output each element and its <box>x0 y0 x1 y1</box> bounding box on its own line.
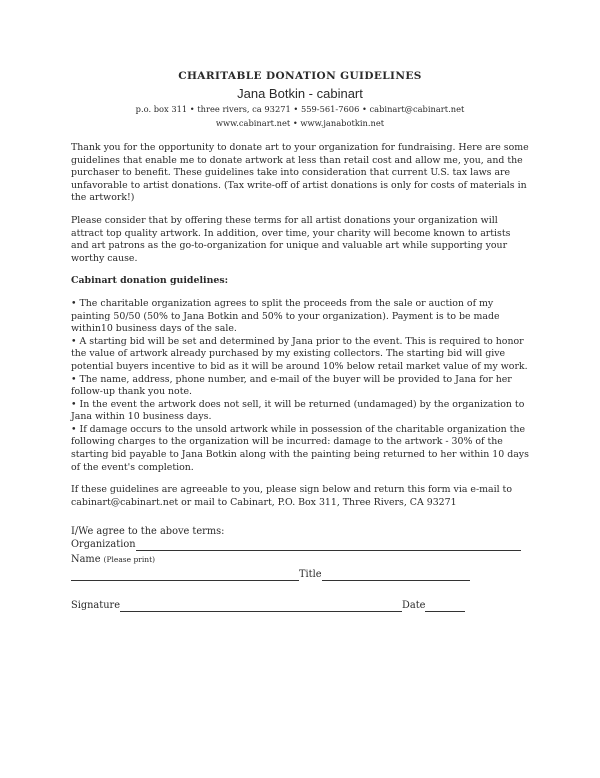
date-label: Date <box>402 600 426 612</box>
guideline-item: • A starting bid will be set and determined by Jana prior to the event. This is required to honor the value of artwork already purchased by my existing collectors. The starting bid will give potential buyers incentive to bid as it will be around 10% below retail market value of my work. <box>71 335 528 372</box>
contact-websites-line: www.cabinart.net • www.janabotkin.net <box>215 118 385 128</box>
signature-row <box>71 599 531 612</box>
name-title-row <box>71 568 531 581</box>
date-field[interactable] <box>425 600 465 612</box>
document-title: CHARITABLE DONATION GUIDELINES <box>178 70 422 82</box>
guideline-item: • The name, address, phone number, and e-mail of the buyer will be provided to Jana for her follow-up thank you note. <box>71 373 512 398</box>
title-label: Title <box>299 569 322 581</box>
guidelines-list <box>71 298 531 474</box>
guideline-item: • The charitable organization agrees to split the proceeds from the sale or auction of my painting 50/50 (50% to Jana Botkin and 50% to your organization). Payment is to be made within10 business days of the sale. <box>71 297 500 335</box>
letterhead <box>0 70 600 129</box>
guideline-item: • In the event the artwork does not sell, it will be returned (undamaged) by the organization to Jana within 10 business days. <box>71 398 525 423</box>
organization-label: Organization <box>71 539 136 551</box>
contact-address-line: p.o. box 311 • three rivers, ca 93271 • 559-561-7606 • cabinart@cabinart.net <box>135 104 465 114</box>
name-label-row <box>71 553 531 566</box>
name-hint: (Please print) <box>103 555 156 565</box>
name-label: Name <box>71 554 101 566</box>
guideline-item: • If damage occurs to the unsold artwork while in possession of the charitable organization the following charges to the organization will be incurred: damage to the artwork - 30% of the starting bid payable to Jana Botkin along with the painting being returned to her within 10 days of the event's completion. <box>71 423 529 473</box>
signature-field[interactable] <box>120 600 402 612</box>
intro-paragraph-2: Please consider that by offering these terms for all artist donations your organization will attract top quality artwork. In addition, over time, your charity will become known to artists and art patrons as the go-to-organization for unique and valuable art while supporting your worthy cause. <box>71 214 511 264</box>
title-field[interactable] <box>322 569 470 581</box>
closing-paragraph: If these guidelines are agreeable to you, please sign below and return this form via e-mail to cabinart@cabinart.net or mail to Cabinart, P.O. Box 311, Three Rivers, CA 93271 <box>71 484 512 508</box>
artist-name: Jana Botkin - cabinart <box>237 86 363 101</box>
organization-row <box>71 538 531 551</box>
name-field[interactable] <box>71 569 299 581</box>
organization-field[interactable] <box>136 539 521 551</box>
signature-label: Signature <box>71 600 120 612</box>
guidelines-heading: Cabinart donation guidelines: <box>71 275 229 287</box>
intro-paragraph-1: Thank you for the opportunity to donate art to your organization for fundraising. Here are some guidelines that enable me to donate artwork at less than retail cost and allow me, you, and the purchaser to benefit. These guidelines take into consideration that current U.S. tax laws are unfavorable to artist donations. (Tax write-off of artist donations is only for costs of materials in the artwork!) <box>71 142 529 204</box>
agreement-statement: I/We agree to the above terms: <box>71 526 225 538</box>
document-body <box>71 142 531 612</box>
